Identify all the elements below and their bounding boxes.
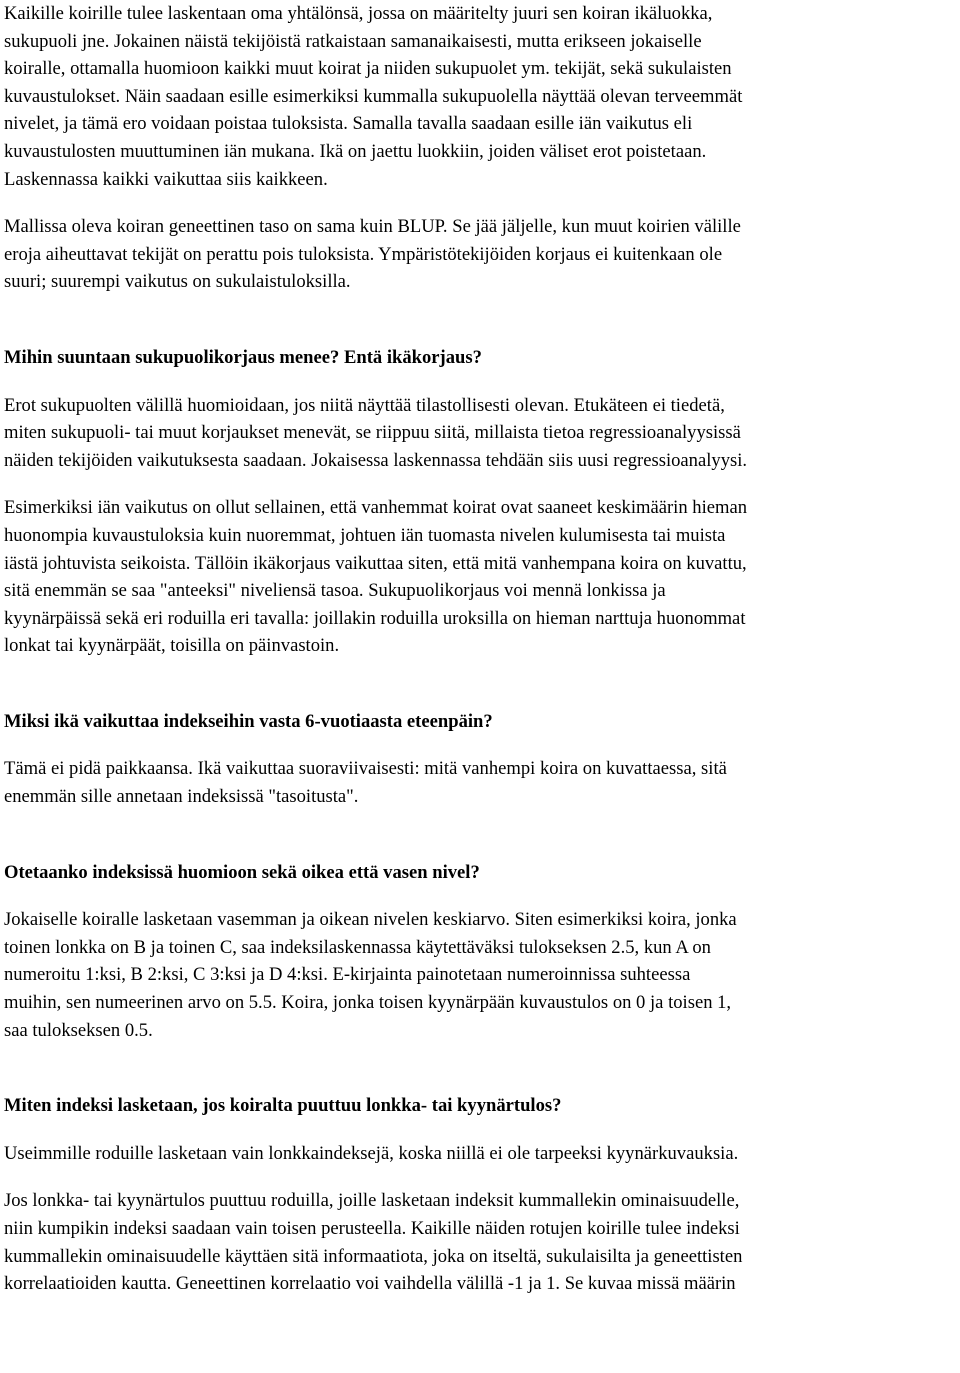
section-spacer (4, 1044, 960, 1092)
paragraph-spacer (4, 474, 960, 494)
section-spacer (4, 811, 960, 859)
paragraph-spacer (4, 193, 960, 213)
heading-ika-indekseihin: Miksi ikä vaikuttaa indekseihin vasta 6-vuotiaasta eteenpäin? (4, 710, 493, 732)
paragraph-spacer (4, 372, 960, 392)
paragraph-tama-ei-pida: Tämä ei pidä paikkaansa. Ikä vaikuttaa suoraviivaisesti: mitä vanhempi koira on kuvattaessa, sitä enemmän sille annetaan indeksissä "tasoitusta". (4, 758, 727, 808)
heading-puuttuva-tulos: Miten indeksi lasketaan, jos koiralta puuttuu lonkka- tai kyynärtulos? (4, 1095, 562, 1117)
paragraph-spacer (4, 1120, 960, 1140)
section-spacer (4, 660, 960, 708)
paragraph-geneettinen-korrelaatio: Jos lonkka- tai kyynärtulos puuttuu roduilla, joille lasketaan indeksit kummallekin ominaisuudelle, niin kumpikin indeksi saadaan vain toisen perusteella. Kaikille näiden rotujen koirille tulee indeksi kummallekin ominaisuudelle käyttäen sitä informaatiota, joka on itseltä, sukulaisilta ja geneettisten korrelaatioiden kautta. Geneettinen korrelaatio voi vaihdella välillä -1 ja 1. Se kuvaa missä määrin (4, 1190, 743, 1295)
heading-oikea-vasen-nivel: Otetaanko indeksissä huomioon sekä oikea että vasen nivel? (4, 861, 480, 883)
paragraph-erot-sukupuolten: Erot sukupuolten välillä huomioidaan, jos niitä näyttää tilastollisesti olevan. Etukäteen ei tiedetä, miten sukupuoli- tai muut korjaukset menevät, se riippuu siitä, millaista tietoa regressioanalyysissä näiden tekijöiden vaikutuksesta saadaan. Jokaisessa laskennassa tehdään siis uusi regressioanalyysi. (4, 394, 748, 471)
heading-sukupuolikorjaus: Mihin suuntaan sukupuolikorjaus menee? Entä ikäkorjaus? (4, 346, 482, 368)
paragraph-spacer (4, 735, 960, 755)
paragraph-spacer (4, 886, 960, 906)
paragraph-geneettinen-taso: Mallissa oleva koiran geneettinen taso on sama kuin BLUP. Se jää jäljelle, kun muut koirien välille eroja aiheuttavat tekijät on perattu pois tuloksista. Ympäristötekijöiden korjaus ei kuitenkaan ole suuri; suurempi vaikutus on sukulaistuloksilla. (4, 216, 741, 293)
paragraph-yhtalo: Kaikille koirille tulee laskentaan oma yhtälönsä, jossa on määritelty juuri sen koiran ikäluokka, sukupuoli jne. Jokainen näistä tekijöistä ratkaistaan samanaikaisesti, mutta erikseen jokaiselle koiralle, ottamalla huomioon kaikki muut koirat ja niiden sukupuolet ym. tekijät, sekä sukulaisten kuvaustulokset. Näin saadaan esille esimerkiksi kummalla sukupuolella näyttää olevan terveemmät nivelet, ja tämä ero voidaan poistaa tuloksista. Samalla tavalla saadaan esille iän vaikutus eli kuvaustulosten muuttuminen iän mukana. Ikä on jaettu luokkiin, joiden väliset erot poistetaan. Laskennassa kaikki vaikuttaa siis kaikkeen. (4, 3, 743, 190)
paragraph-lonkkaindeksit: Useimmille roduille lasketaan vain lonkkaindeksejä, koska niillä ei ole tarpeeksi kyynärkuvauksia. (4, 1142, 739, 1164)
paragraph-keskiarvo: Jokaiselle koiralle lasketaan vasemman ja oikean nivelen keskiarvo. Siten esimerkiksi koira, jonka toinen lonkka on B ja toinen C, saa indeksilaskennassa käytettäväksi tulokseksen 2.5, kun A on numeroitu 1:ksi, B 2:ksi, C 3:ksi ja D 4:ksi. E-kirjainta painotetaan numeroinnissa suhteessa muihin, sen numeerinen arvo on 5.5. Koira, jonka toisen kyynärpään kuvaustulos on 0 ja toisen 1, saa tulokseksen 0.5. (4, 909, 737, 1041)
section-spacer (4, 296, 960, 344)
paragraph-ian-vaikutus: Esimerkiksi iän vaikutus on ollut sellainen, että vanhemmat koirat ovat saaneet keskimäärin hieman huonompia kuvaustuloksia kuin nuoremmat, johtuen iän tuomasta nivelen kulumisesta tai muista iästä johtuvista seikoista. Tällöin ikäkorjaus vaikuttaa siten, että mitä vanhempana koira on kuvattu, sitä enemmän se saa "anteeksi" niveliensä tasoa. Sukupuolikorjaus voi mennä lonkissa ja kyynärpäissä sekä eri roduilla eri tavalla: joillakin roduilla uroksilla on hieman narttuja huonommat lonkat tai kyynärpäät, toisilla on päinvastoin. (4, 497, 748, 657)
paragraph-spacer (4, 1167, 960, 1187)
